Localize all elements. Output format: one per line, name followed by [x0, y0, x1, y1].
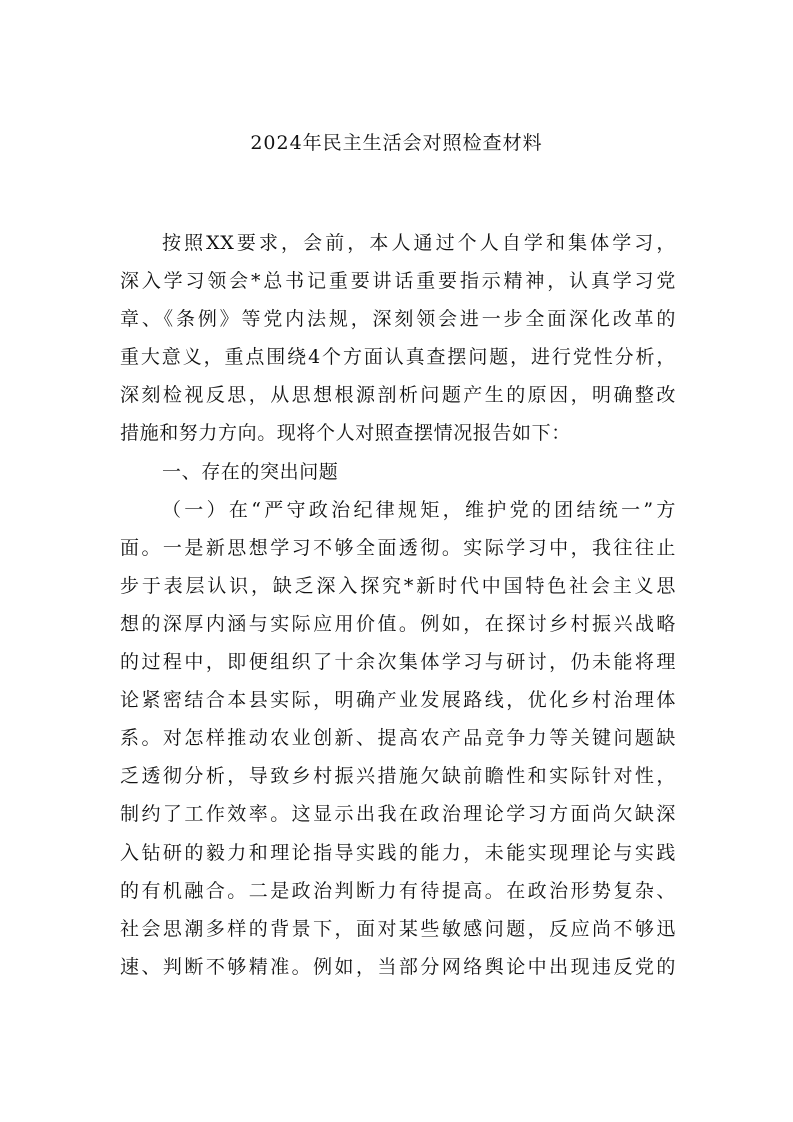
text-line: 章、《条例》等党内法规，深刻领会进一步全面深化改革的 — [120, 308, 676, 331]
text-line: 按照XX要求，会前，本人通过个人自学和集体学习， — [162, 232, 676, 254]
text-line: 深刻检视反思，从思想根源剖析问题产生的原因，明确整改 — [120, 384, 676, 407]
text-line: 社会思潮多样的背景下，面对某些敏感问题，反应尚不够迅 — [120, 917, 676, 940]
document-title: 2024年民主生活会对照检查材料 — [250, 132, 543, 154]
text-line: 乏透彻分析，导致乡村振兴措施欠缺前瞻性和实际针对性， — [120, 765, 676, 788]
text-line: 的有机融合。二是政治判断力有待提高。在政治形势复杂、 — [120, 879, 676, 902]
text-line: （一）在“严守政治纪律规矩，维护党的团结统一”方 — [162, 498, 676, 521]
document-body — [120, 224, 676, 986]
text-line: 论紧密结合本县实际，明确产业发展路线，优化乡村治理体 — [120, 689, 676, 712]
text-line: 系。对怎样推动农业创新、提高农产品竞争力等关键问题缺 — [120, 727, 676, 750]
text-line: 步于表层认识，缺乏深入探究*新时代中国特色社会主义思 — [120, 574, 676, 597]
text-line: 想的深厚内涵与实际应用价值。例如，在探讨乡村振兴战略 — [120, 612, 676, 635]
text-line: 入钻研的毅力和理论指导实践的能力，未能实现理论与实践 — [120, 841, 676, 864]
text-line: 的过程中，即便组织了十余次集体学习与研讨，仍未能将理 — [120, 651, 676, 674]
text-line: 重大意义，重点围绕4个方面认真查摆问题，进行党性分析， — [120, 346, 676, 369]
text-line: 速、判断不够精准。例如，当部分网络舆论中出现违反党的 — [120, 955, 676, 978]
text-line: 深入学习领会*总书记重要讲话重要指示精神，认真学习党 — [120, 270, 676, 293]
text-line: 面。一是新思想学习不够全面透彻。实际学习中，我往往止 — [120, 536, 676, 559]
text-line: 措施和努力方向。现将个人对照查摆情况报告如下： — [120, 422, 571, 445]
text-line: 制约了工作效率。这显示出我在政治理论学习方面尚欠缺深 — [120, 803, 676, 826]
text-line: 一、存在的突出问题 — [162, 460, 339, 483]
